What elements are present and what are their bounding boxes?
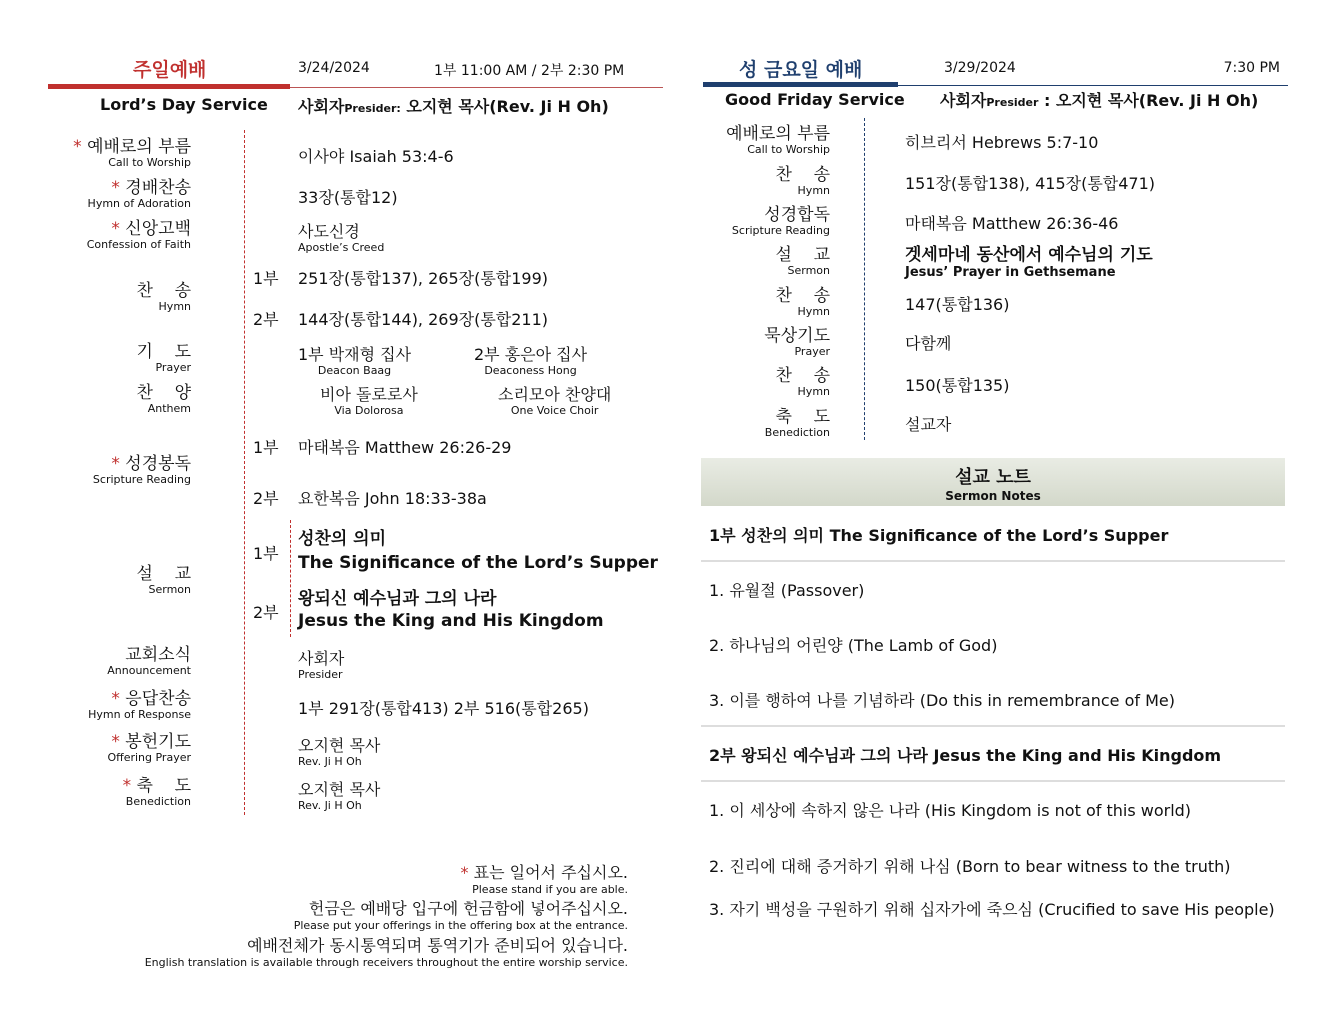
sermon-divider [290,520,291,637]
label-call-to-worship: * 예배로의 부름 Call to Worship [73,137,191,169]
r-value-scripture: 마태복음 Matthew 26:36-46 [905,214,1119,233]
prayer-part2: 2부 홍은아 집사 Deaconess Hong [474,345,588,377]
footer-stand-note: * 표는 일어서 주십시오. Please stand if you are able. [460,863,628,896]
label-announcement: 교회소식 Announcement [107,645,191,677]
sermon-part2-title: 왕되신 예수님과 그의 나라 Jesus the King and His Kingdom [298,589,604,631]
r-label-sermon: 설 교 Sermon [775,245,830,277]
right-time: 7:30 PM [1223,60,1280,76]
value-announcement: 사회자 Presider [298,649,345,681]
hymn-part2-label: 2부 [253,310,279,329]
footer-translation-note: 예배전체가 동시통역되며 통역기가 준비되어 있습니다. English translation is available through receivers throughout the entire worship service. [144,936,628,969]
notes-item-1-3: 3. 이를 행하여 나를 기념하라 (Do this in remembrance of Me) [709,691,1175,710]
label-benediction: * 축 도 Benediction [122,776,191,808]
left-date: 3/24/2024 [298,60,370,76]
notes-separator [701,560,1285,562]
notes-item-1-1: 1. 유월절 (Passover) [709,581,865,600]
left-presider [298,94,609,117]
scripture-part1-value: 마태복음 Matthew 26:26-29 [298,438,512,457]
right-title: 성 금요일 예배 [739,59,863,81]
r-label-call: 예배로의 부름 Call to Worship [726,124,830,156]
label-hymn: 찬 송 Hymn [136,281,191,313]
r-value-hymn3: 150(통합135) [905,376,1010,395]
label-prayer: 기 도 Prayer [136,342,191,374]
label-hymn-response: * 응답찬송 Hymn of Response [88,689,191,721]
hymn-part1-label: 1부 [253,269,279,288]
value-benediction: 오지현 목사 Rev. Ji H Oh [298,780,381,812]
r-value-prayer: 다함께 [905,334,952,353]
r-value-sermon: 겟세마네 동산에서 예수님의 기도 Jesus’ Prayer in Gethsemane [905,245,1153,280]
r-value-call: 히브리서 Hebrews 5:7-10 [905,133,1099,152]
right-service-name: Good Friday Service [725,90,905,109]
left-title-underline [48,84,290,89]
notes-heading-2: 2부 왕되신 예수님과 그의 나라 Jesus the King and His Kingdom [709,746,1222,765]
sermon-part2-label: 2부 [253,603,279,622]
right-divider [864,118,865,440]
sermon-part1-label: 1부 [253,544,279,563]
notes-item-1-2: 2. 하나님의 어린양 (The Lamb of God) [709,636,998,655]
prayer-part1: 1부 박재형 집사 Deacon Baag [298,345,412,377]
r-label-hymn2: 찬 송 Hymn [775,286,830,318]
label-scripture: * 성경봉독 Scripture Reading [92,454,191,486]
presider-label: 사회자 [298,97,345,116]
sermon-part1-title: 성찬의 의미 The Significance of the Lord’s Supper [298,529,658,573]
sermon-notes-title-en: Sermon Notes [945,489,1041,503]
label-offering-prayer: * 봉헌기도 Offering Prayer [107,732,191,764]
anthem-choir: 소리모아 찬양대 One Voice Choir [498,385,612,417]
right-date: 3/29/2024 [944,60,1016,76]
left-header-rule [290,87,663,88]
label-anthem: 찬 양 Anthem [136,383,191,415]
notes-item-2-2: 2. 진리에 대해 증거하기 위해 나심 (Born to bear witness to the truth) [709,857,1231,876]
right-title-underline [703,82,898,87]
r-value-hymn1: 151장(통합138), 415장(통합471) [905,174,1156,193]
left-divider [244,130,245,815]
notes-heading-1: 1부 성찬의 의미 The Significance of the Lord’s Supper [709,526,1169,545]
footer-offering-note: 헌금은 예배당 입구에 헌금함에 넣어주십시오. Please put your offerings in the offering box at the entrance. [293,899,628,932]
value-hymn-response: 1부 291장(통합413) 2부 516(통합265) [298,699,589,718]
right-header-rule [898,85,1288,86]
r-label-benediction: 축 도 Benediction [764,407,830,439]
notes-separator [701,725,1285,727]
r-label-prayer: 묵상기도 Prayer [764,326,830,358]
hymn-part2-value: 144장(통합144), 269장(통합211) [298,310,549,329]
scripture-part2-label: 2부 [253,489,279,508]
label-confession: * 신앙고백 Confession of Faith [86,219,191,251]
r-label-hymn3: 찬 송 Hymn [775,366,830,398]
anthem-title: 비아 돌로로사 Via Dolorosa [320,385,418,417]
notes-item-2-1: 1. 이 세상에 속하지 않은 나라 (His Kingdom is not of this world) [709,801,1192,820]
r-value-benediction: 설교자 [905,415,952,434]
presider-name: 오지현 목사(Rev. Ji H Oh) [400,97,609,116]
notes-separator [701,780,1285,782]
value-hymn-adoration: 33장(통합12) [298,188,398,207]
label-sermon: 설 교 Sermon [136,564,191,596]
presider-label-en: Presider: [344,102,401,115]
left-service-name: Lord’s Day Service [100,95,268,114]
value-call-to-worship: 이사야 Isaiah 53:4-6 [298,147,454,166]
left-title: 주일예배 [133,59,207,81]
scripture-part1-label: 1부 [253,438,279,457]
left-time: 1부 11:00 AM / 2부 2:30 PM [434,63,625,79]
hymn-part1-value: 251장(통합137), 265장(통합199) [298,269,549,288]
r-label-hymn1: 찬 송 Hymn [775,165,830,197]
value-offering-prayer: 오지현 목사 Rev. Ji H Oh [298,736,381,768]
sermon-notes-title: 설교 노트 [955,467,1031,488]
right-presider: 사회자Presider : 오지현 목사(Rev. Ji H Oh) [940,91,1259,110]
r-value-hymn2: 147(통합136) [905,295,1010,314]
scripture-part2-value: 요한복음 John 18:33-38a [298,489,487,508]
sermon-notes-header [701,458,1285,506]
r-label-scripture: 성경합독 Scripture Reading [731,205,830,237]
value-confession: 사도신경 Apostle’s Creed [298,222,385,254]
notes-item-2-3: 3. 자기 백성을 구원하기 위해 십자가에 죽으심 (Crucified to save His people) [709,900,1275,919]
label-hymn-adoration: * 경배찬송 Hymn of Adoration [87,178,191,210]
